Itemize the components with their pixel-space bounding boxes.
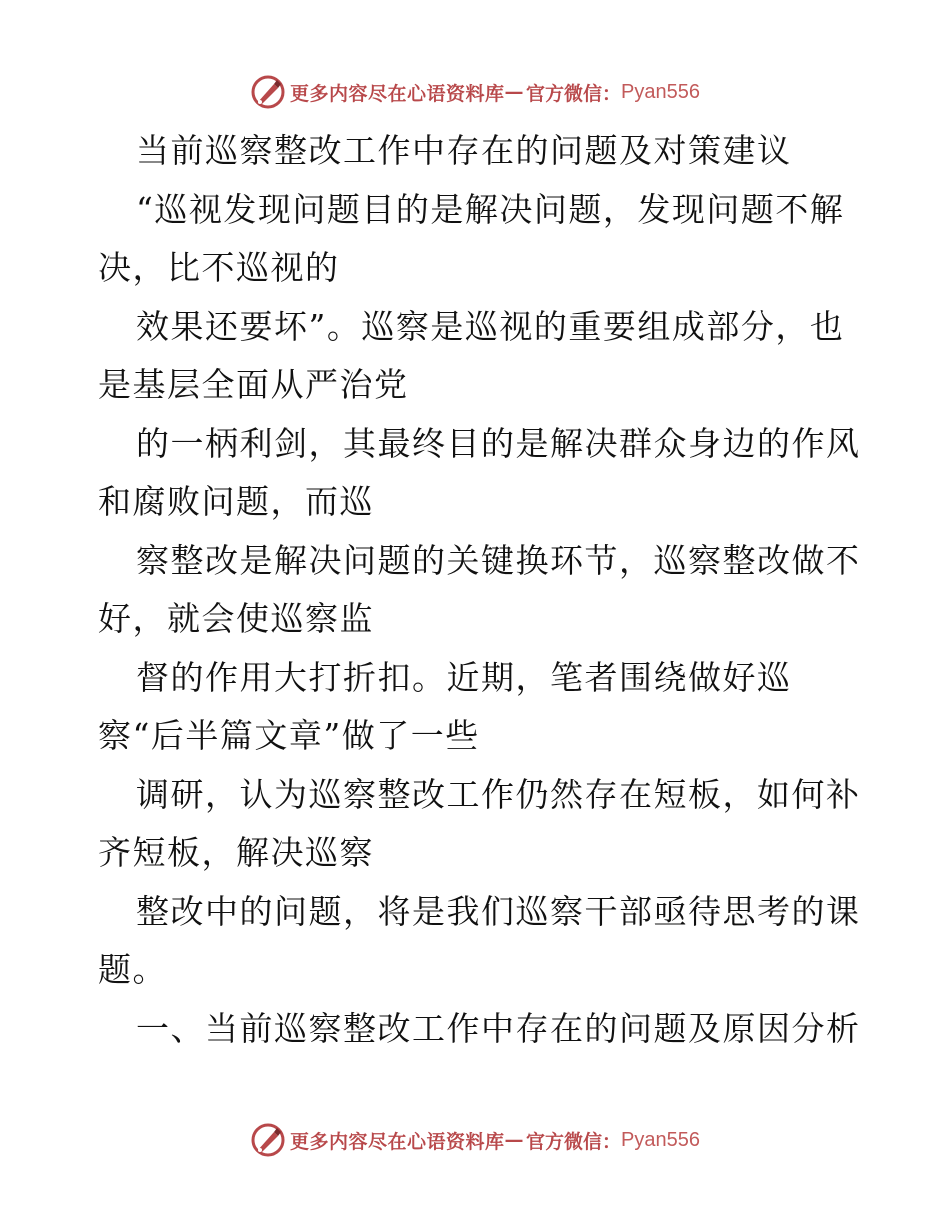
brand-dash: — — [504, 81, 525, 103]
footer-banner — [0, 1120, 950, 1160]
text-line: “巡视发现问题目的是解决问题，发现问题不解 — [136, 189, 845, 229]
text-line: 和腐败问题，而巡 — [98, 482, 374, 521]
brand-text: 更多内容尽在心语资料库 — [290, 82, 505, 105]
wechat-id: Pyan556 — [621, 1128, 700, 1151]
text-line: 效果还要坏”。巡察是巡视的重要组成部分，也 — [136, 306, 845, 346]
text-line: 调研，认为巡察整改工作仍然存在短板，如何补 — [136, 774, 861, 814]
pen-logo-icon — [250, 74, 286, 110]
text-line: 齐短板，解决巡察 — [98, 833, 374, 872]
brand-text: 更多内容尽在心语资料库 — [290, 1130, 505, 1153]
wechat-label: 官方微信： — [526, 82, 622, 105]
document-title: 当前巡察整改工作中存在的问题及对策建议 — [136, 131, 792, 170]
text-line: 好，就会使巡察监 — [98, 599, 374, 638]
text-line: 整改中的问题，将是我们巡察干部亟待思考的课 — [136, 891, 861, 931]
section-heading: 一、当前巡察整改工作中存在的问题及原因分析 — [136, 1008, 861, 1048]
text-line: 决，比不巡视的 — [98, 248, 340, 287]
document-body — [98, 122, 861, 1058]
text-line: 察“后半篇文章”做了一些 — [98, 716, 480, 755]
text-line: 的一柄利剑，其最终目的是解决群众身边的作风 — [136, 423, 861, 463]
wechat-label: 官方微信： — [526, 1130, 622, 1153]
pen-logo-icon — [250, 1122, 286, 1158]
header-banner — [0, 72, 950, 112]
brand-dash: — — [504, 1129, 525, 1151]
text-line: 题。 — [98, 950, 167, 989]
text-line: 督的作用大打折扣。近期，笔者围绕做好巡 — [136, 657, 792, 697]
text-line: 是基层全面从严治党 — [98, 365, 409, 404]
text-line: 察整改是解决问题的关键换环节，巡察整改做不 — [136, 540, 861, 580]
wechat-id: Pyan556 — [621, 80, 700, 103]
